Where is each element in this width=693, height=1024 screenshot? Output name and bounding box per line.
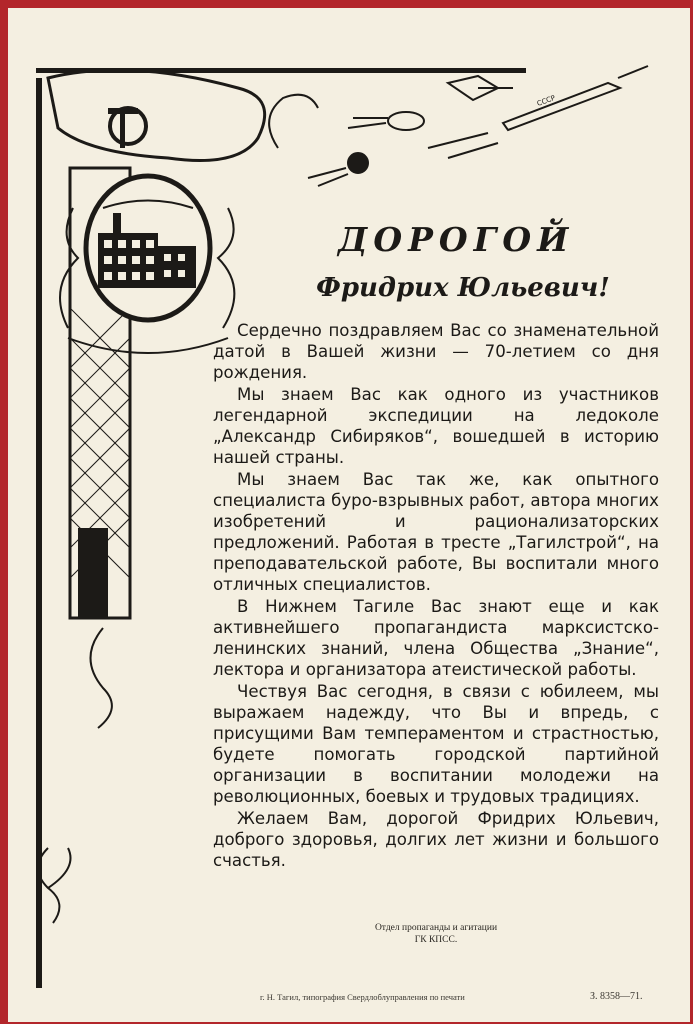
- signature: [336, 922, 536, 946]
- paragraph: Чествуя Вас сегодня, в связи с юбилеем, мы выражаем надежду, что Вы и впредь, с присущими Вам темпераментом и страстностью, будете помогать городской партийной организации в воспитании молодежи на революционных, боевых и трудовых традициях.: [213, 682, 659, 806]
- paragraph: Желаем Вам, дорогой Фридрих Юльевич, доброго здоровья, долгих лет жизни и большого счастья.: [213, 809, 659, 870]
- addressee-name: Фридрих Юльевич!: [316, 273, 610, 303]
- signature-line: ГК КПСС.: [414, 935, 458, 945]
- paragraph: Мы знаем Вас как одного из участников легендарной экспедиции на ледоколе „Александр Сибиряков“, вошедшей в историю нашей страны.: [213, 385, 659, 467]
- paragraph: В Нижнем Тагиле Вас знают еще и как активнейшего пропагандиста марксистско-ленинских знаний, члена Общества „Знание“, лектора и организатора атеистической работы.: [213, 597, 659, 679]
- order-number: З. 8358—71.: [590, 991, 643, 1002]
- rocket-label: СССР: [535, 93, 557, 108]
- signature-line: Отдел пропаганды и агитации: [374, 923, 498, 933]
- greeting-heading: ДОРОГОЙ: [338, 220, 575, 259]
- rocket-illustration: [308, 66, 648, 186]
- printer-imprint: г. Н. Тагил, типография Свердлоблуправления по печати: [260, 992, 465, 1002]
- paragraph: Мы знаем Вас так же, как опытного специалиста буро-взрывных работ, автора многих изобретений и рационализаторских предложений. Работая в тресте „Тагилстрой“, на преподавательской работе, Вы воспитали много отличных специалистов.: [213, 470, 659, 594]
- paragraph: Сердечно поздравляем Вас со знаменательной датой в Вашей жизни — 70-летием со дня рождения.: [213, 321, 659, 382]
- letter-body: [213, 320, 659, 872]
- greeting-sheet: [8, 8, 690, 1022]
